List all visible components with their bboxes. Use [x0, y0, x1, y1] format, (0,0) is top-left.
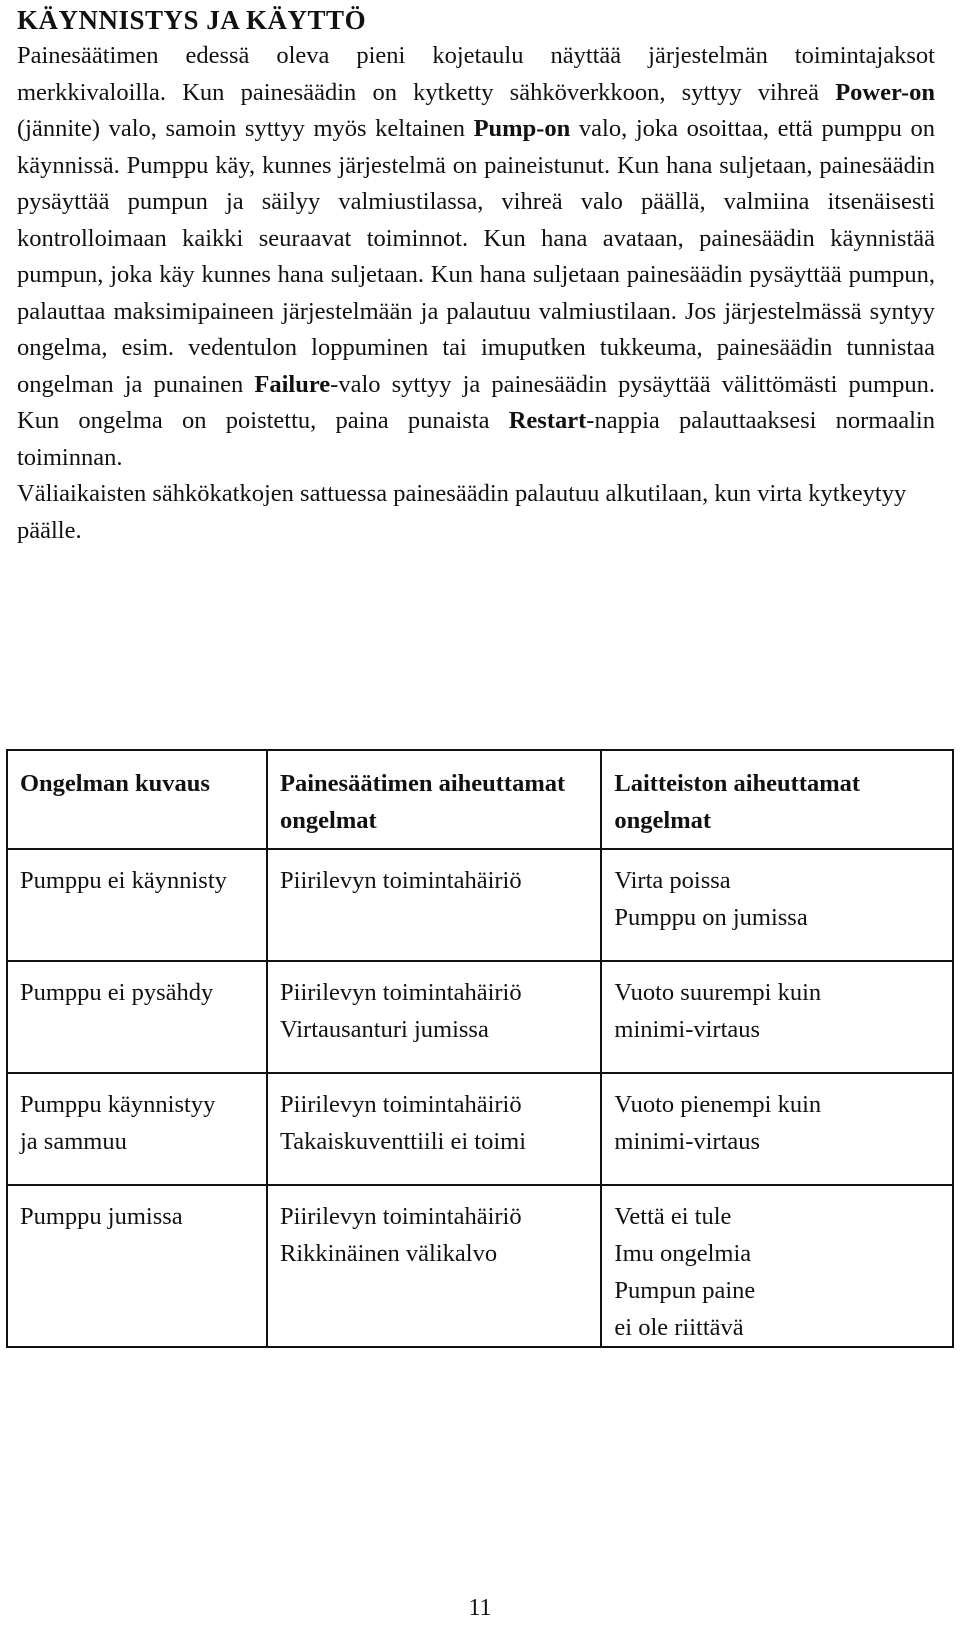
cell-text: Piirilevyn toimintahäiriö — [280, 1091, 522, 1118]
paragraph-text: valo, joka osoittaa, että pumppu on käynnissä. Pumppu käy, kunnes järjestelmä on paineistunut. Kun hana suljetaan, painesäädin pysäyttää pumpun ja säilyy valmiustilassa, vihreä valo päällä, valmiina itsenäisesti kontrolloimaan kaikki seuraavat toiminnot. Kun hana avataan, painesäädin käynnistää pumpun, joka käy kunnes hana suljetaan. Kun hana suljetaan painesäädin pysäyttää pumpun, palauttaa maksimipaineen järjestelmään ja palautuu valmiustilaan. Jos järjestelmässä syntyy ongelma, esim. vedentulon loppuminen tai imuputken tukkeuma, painesäädin tunnistaa ongelman ja punainen — [17, 115, 935, 398]
power-on-label: Power-on — [835, 78, 935, 106]
cell-text: Imu ongelmia — [614, 1240, 752, 1267]
problem-cell — [7, 961, 267, 1073]
cell-text: Piirilevyn toimintahäiriö — [280, 867, 522, 894]
paragraph-text: (jännite) valo, samoin syttyy myös keltainen — [17, 115, 474, 142]
table-row — [7, 849, 953, 961]
paragraph-operation — [17, 38, 935, 476]
cell-text: Takaiskuventtiili ei toimi — [280, 1128, 527, 1155]
equipment-cell — [601, 961, 953, 1073]
regulator-cell — [267, 849, 601, 961]
cell-text: Rikkinäinen välikalvo — [280, 1240, 498, 1267]
table-header-row — [7, 750, 953, 849]
cell-text: Vuoto pienempi kuin — [614, 1091, 822, 1118]
header-text: Laitteiston aiheuttamat — [614, 770, 861, 797]
cell-text: Vettä ei tule — [614, 1203, 732, 1230]
troubleshooting-table — [6, 749, 954, 1348]
header-problem-description — [7, 750, 267, 849]
cell-text: Piirilevyn toimintahäiriö — [280, 979, 522, 1006]
problem-cell — [7, 1185, 267, 1347]
pump-on-label: Pump-on — [473, 115, 571, 142]
failure-label: Failure — [254, 370, 331, 398]
restart-label: Restart — [508, 407, 587, 434]
cell-text: Piirilevyn toimintahäiriö — [280, 1203, 522, 1230]
cell-text: Pumpun paine — [614, 1277, 756, 1304]
cell-text: Pumppu on jumissa — [614, 904, 808, 931]
regulator-cell — [267, 1185, 601, 1347]
cell-text: Pumppu ei pysähdy — [20, 979, 214, 1006]
paragraph-text: -valo syttyy ja painesäädin pysäyttää välittömästi pumpun. Kun ongelma on poistettu, paina punaista — [17, 370, 935, 434]
table-row — [7, 961, 953, 1073]
table-row — [7, 1073, 953, 1185]
section-title: KÄYNNISTYS JA KÄYTTÖ — [17, 5, 367, 35]
cell-text: Pumppu ei käynnisty — [20, 867, 227, 894]
header-text: ongelmat — [614, 807, 712, 834]
table-row — [7, 1185, 953, 1347]
cell-text: Vuoto suurempi kuin — [614, 979, 822, 1006]
equipment-cell — [601, 1073, 953, 1185]
cell-text: minimi-virtaus — [614, 1128, 761, 1155]
paragraph-power-outage: Väliaikaisten sähkökatkojen sattuessa painesäädin palautuu alkutilaan, kun virta kytkeytyy päälle. — [17, 480, 907, 544]
cell-text: Pumppu jumissa — [20, 1203, 183, 1230]
cell-text: Virta poissa — [614, 867, 731, 894]
header-equipment-problems — [601, 750, 953, 849]
equipment-cell — [601, 1185, 953, 1347]
paragraph-text: -nappia palauttaaksesi normaalin toiminnan. — [17, 407, 935, 471]
header-text: Ongelman kuvaus — [20, 770, 210, 797]
cell-text: Virtausanturi jumissa — [280, 1016, 489, 1043]
problem-cell — [7, 1073, 267, 1185]
cell-text: Pumppu käynnistyy — [20, 1091, 216, 1118]
regulator-cell — [267, 1073, 601, 1185]
problem-cell — [7, 849, 267, 961]
paragraph-text: Painesäätimen edessä oleva pieni kojetaulu näyttää järjestelmän toimintajaksot merkkivaloilla. Kun painesäädin on kytketty sähköverkkoon, syttyy vihreä — [17, 42, 935, 106]
cell-text: ei ole riittävä — [614, 1314, 744, 1341]
body-text — [17, 38, 935, 549]
cell-text: ja sammuu — [20, 1128, 127, 1155]
cell-text: minimi-virtaus — [614, 1016, 761, 1043]
header-text: ongelmat — [280, 807, 377, 834]
page-number: 11 — [468, 1595, 492, 1621]
equipment-cell — [601, 849, 953, 961]
header-text: Painesäätimen aiheuttamat — [280, 770, 566, 797]
regulator-cell — [267, 961, 601, 1073]
header-regulator-problems — [267, 750, 601, 849]
